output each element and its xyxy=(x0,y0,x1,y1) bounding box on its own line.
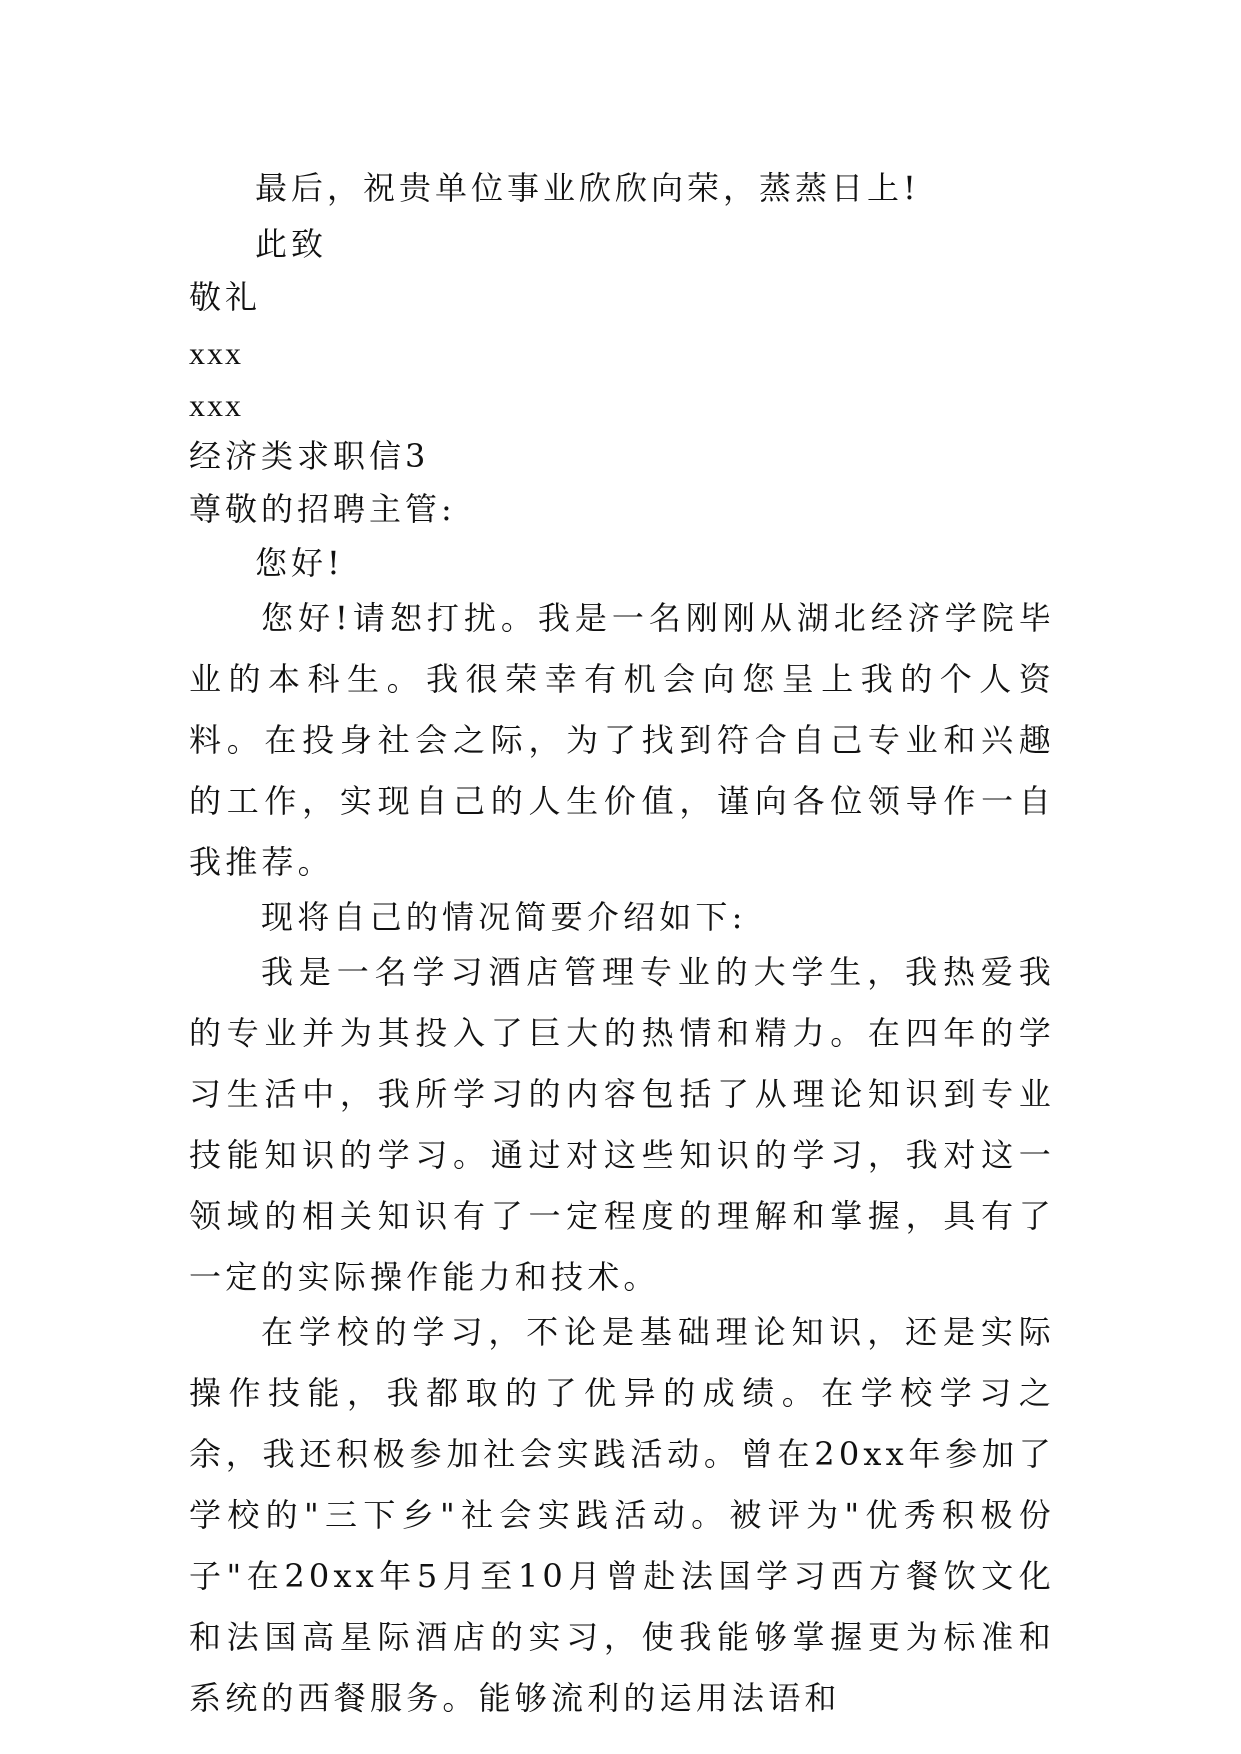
signature-name: xxx xyxy=(189,335,243,371)
closing-jingli: 敬礼 xyxy=(189,278,262,316)
paragraph-major: 我是一名学习酒店管理专业的大学生，我热爱我的专业并为其投入了巨大的热情和精力。在四年的学习生活中，我所学习的内容包括了从理论知识到专业技能知识的学习。通过对这些知识的学习，我对这一领域的相关知识有了一定程度的理解和掌握，具有了一定的实际操作能力和技术。 xyxy=(189,953,1055,1296)
paragraph-intro: 您好!请恕打扰。我是一名刚刚从湖北经济学院毕业的本科生。我很荣幸有机会向您呈上我的个人资料。在投身社会之际，为了找到符合自己专业和兴趣的工作，实现自己的人生价值，谨向各位领导作一自我推荐。 xyxy=(189,599,1055,881)
paragraph-achievements: 在学校的学习，不论是基础理论知识，还是实际操作技能，我都取的了优异的成绩。在学校学习之余，我还积极参加社会实践活动。曾在20xx年参加了学校的"三下乡"社会实践活动。被评为"优秀积极份子"在20xx年5月至10月曾赴法国学习西方餐饮文化和法国高星际酒店的实习，使我能够掌握更为标准和系统的西餐服务。能够流利的运用法语和 xyxy=(189,1313,1055,1717)
closing-wish: 最后，祝贵单位事业欣欣向荣，蒸蒸日上! xyxy=(255,169,920,207)
document-body xyxy=(189,158,1055,1729)
paragraph-overview: 现将自己的情况简要介绍如下: xyxy=(261,898,747,936)
letter-title: 经济类求职信3 xyxy=(189,437,430,475)
greeting: 您好! xyxy=(255,544,344,582)
salutation: 尊敬的招聘主管: xyxy=(189,490,456,528)
signature-date: xxx xyxy=(189,387,243,423)
closing-cizhi: 此致 xyxy=(255,225,328,263)
